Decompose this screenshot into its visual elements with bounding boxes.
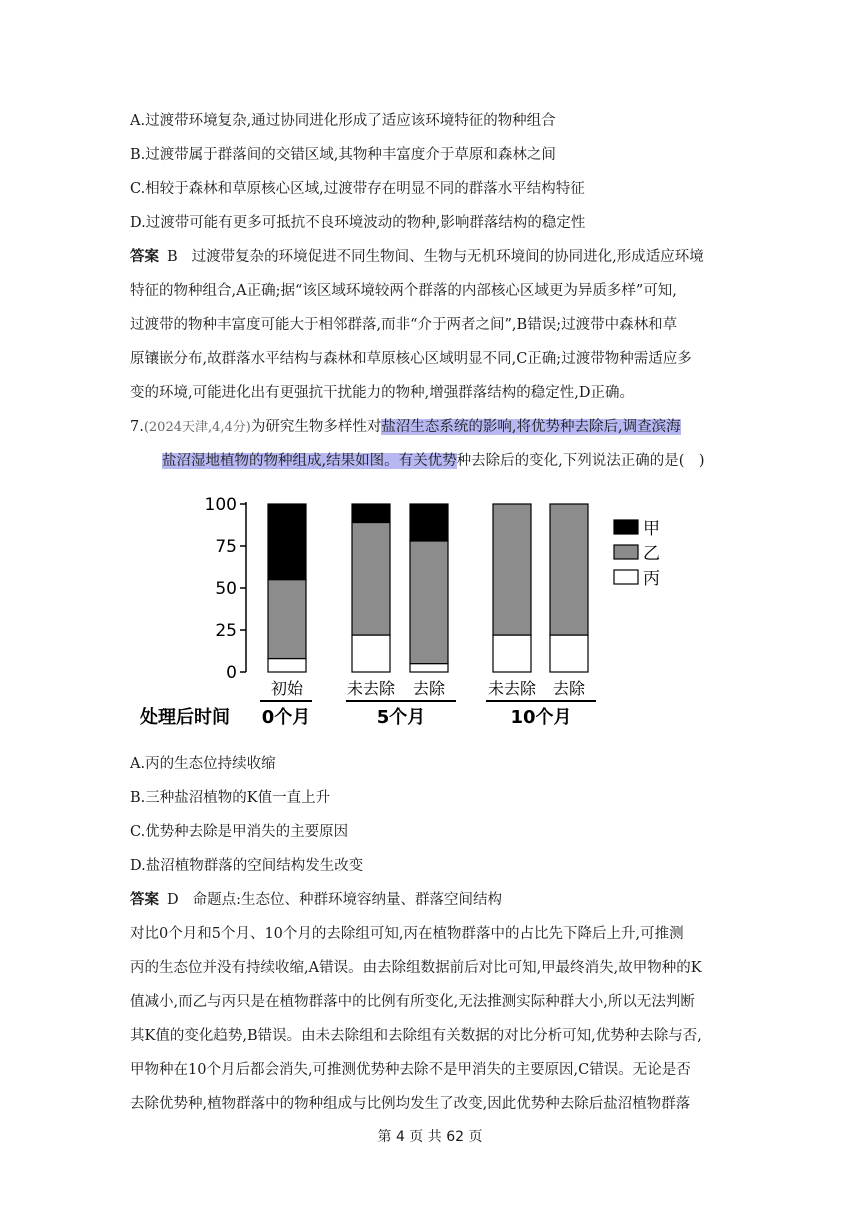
q7-answer-line (130, 890, 502, 910)
q7-answer-points: 命题点:生态位、种群环境容纳量、群落空间结构 (192, 892, 503, 908)
legend-swatch (614, 545, 638, 559)
x-category-label: 去除 (412, 679, 446, 698)
legend-swatch (614, 570, 638, 584)
q7-stem-line2 (162, 451, 705, 471)
q7-explanation-line: 丙的生态位并没有持续收缩,A错误。由去除组数据前后对比可知,甲最终消失,故甲物种的K (130, 960, 702, 976)
legend-label: 甲 (643, 519, 660, 539)
q7-option-b: B.三种盐沼植物的K值一直上升 (130, 790, 331, 806)
q7-highlighted-text: 盐沼生态系统的影响,将优势种去除后,调查滨海 (381, 419, 681, 435)
q6-option-c: C.相较于森林和草原核心区域,过渡带存在明显不同的群落水平结构特征 (130, 181, 585, 197)
bar-segment-乙 (410, 541, 448, 664)
x-category-label: 初始 (270, 679, 304, 698)
bar-segment-丙 (410, 664, 448, 672)
y-tick-label: 100 (204, 495, 237, 515)
q7-highlighted-text: 盐沼湿地植物的物种组成,结果如图。有关优势 (162, 453, 457, 469)
legend-swatch (614, 520, 638, 534)
q6-explanation-line: 过渡带复杂的环境促进不同生物间、生物与无机环境间的协同进化,形成适应环境 (191, 249, 704, 265)
x-category-label: 未去除 (487, 679, 537, 698)
y-tick-label: 75 (215, 537, 237, 557)
q6-option-b: B.过渡带属于群落间的交错区域,其物种丰富度介于草原和森林之间 (130, 147, 556, 163)
q7-stem-line1 (130, 417, 681, 438)
q7-option-a: A.丙的生态位持续收缩 (130, 756, 276, 772)
q7-explanation-line: 甲物种在10个月后都会消失,可推测优势种去除不是甲消失的主要原因,C错误。无论是否 (130, 1062, 691, 1078)
q7-stem-text: 种去除后的变化,下列说法正确的是( ) (456, 453, 705, 469)
q6-answer-label: 答案 (130, 249, 159, 265)
bar-segment-丙 (268, 659, 306, 672)
y-tick-label: 50 (215, 579, 237, 599)
y-tick-label: 25 (215, 621, 237, 641)
q6-explanation-line: 过渡带的物种丰富度可能大于相邻群落,而非“介于两者之间”,B错误;过渡带中森林和草 (130, 317, 678, 333)
bar-segment-甲 (268, 504, 306, 580)
stacked-bar-chart (130, 484, 690, 734)
bar-segment-丙 (493, 635, 531, 672)
legend-label: 乙 (643, 544, 660, 564)
bar-segment-乙 (268, 580, 306, 659)
q6-answer-key: B (167, 249, 178, 265)
q7-answer-label: 答案 (130, 892, 159, 908)
q6-explanation-line: 特征的物种组合,A正确;据“该区域环境较两个群落的内部核心区域更为异质多样”可知, (130, 283, 677, 299)
q7-stem-text: 为研究生物多样性对 (250, 419, 382, 435)
group-label: 5个月 (376, 707, 426, 728)
bar-segment-甲 (352, 504, 390, 522)
x-category-label: 未去除 (346, 679, 396, 698)
q7-explanation-line: 其K值的变化趋势,B错误。由未去除组和去除组有关数据的对比分析可知,优势种去除与否, (130, 1028, 702, 1044)
y-tick-label: 0 (226, 663, 237, 683)
q7-explanation-line: 对比0个月和5个月、10个月的去除组可知,丙在植物群落中的占比先下降后上升,可推测 (130, 926, 684, 942)
group-label: 10个月 (510, 707, 572, 728)
bar-segment-甲 (410, 504, 448, 541)
bar-segment-丙 (550, 635, 588, 672)
q6-option-a: A.过渡带环境复杂,通过协同进化形成了适应该环境特征的物种组合 (130, 113, 556, 129)
q7-option-c: C.优势种去除是甲消失的主要原因 (130, 824, 349, 840)
bar-segment-丙 (352, 635, 390, 672)
q6-explanation-line: 原镶嵌分布,故群落水平结构与森林和草原核心区域明显不同,C正确;过渡带物种需适应多 (130, 351, 692, 367)
q7-answer-key: D (167, 892, 179, 908)
q7-number: 7. (130, 419, 144, 435)
q7-source: (2024天津,4,4分) (143, 420, 251, 435)
q7-explanation-line: 值减小,而乙与丙只是在植物群落中的比例有所变化,无法推测实际种群大小,所以无法判断 (130, 994, 695, 1010)
q6-explanation-line: 变的环境,可能进化出有更强抗干扰能力的物种,增强群落结构的稳定性,D正确。 (130, 385, 634, 401)
q6-option-d: D.过渡带可能有更多可抵抗不良环境波动的物种,影响群落结构的稳定性 (130, 215, 586, 231)
bar-segment-乙 (352, 522, 390, 635)
q7-option-d: D.盐沼植物群落的空间结构发生改变 (130, 858, 364, 874)
q7-explanation-line: 去除优势种,植物群落中的物种组成与比例均发生了改变,因此优势种去除后盐沼植物群落 (130, 1096, 691, 1112)
x-category-label: 去除 (552, 679, 586, 698)
group-label: 0个月 (261, 707, 311, 728)
bar-segment-乙 (550, 504, 588, 635)
legend-label: 丙 (643, 569, 660, 589)
bar-segment-乙 (493, 504, 531, 635)
x-axis-title: 处理后时间 (140, 707, 230, 728)
q6-answer-line (130, 247, 704, 267)
page-footer: 第 4 页 共 62 页 (377, 1129, 483, 1145)
